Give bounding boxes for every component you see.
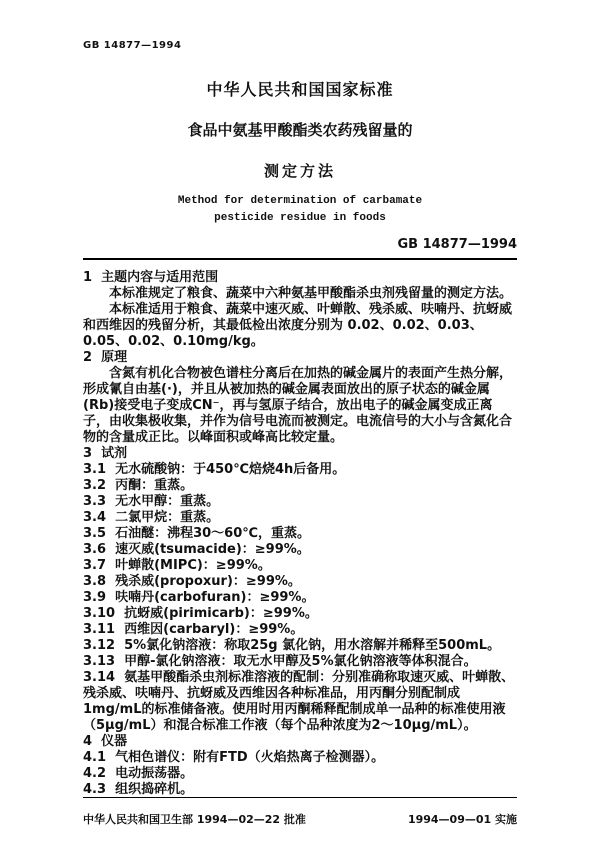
section-heading: 2 原理 [83,350,128,365]
english-title-line2: pesticide residue in foods [214,212,386,224]
english-title-line1: Method for determination of carbamate [177,195,423,207]
body-paragraph: 本标准适用于粮食、蔬菜中速灭威、叶蝉散、残杀威、呋喃丹、抗蚜威和西维因的残留分析，其最低检出浓度分别为 0.02、0.02、0.03、0.05、0.02、0.10mg/kg。 [83,302,513,349]
standard-subject-line1: 食品中氨基甲酸酯类农药残留量的 [187,121,413,139]
clause-item: 3.7 叶蝉散(MIPC)：≥99%。 [83,558,271,573]
title-divider-rule [83,258,517,260]
clause-item: 3.1 无水硫酸钠：于450℃焙烧4h后备用。 [83,462,346,477]
body-paragraph: 含氮有机化合物被色谱柱分离后在加热的碱金属片的表面产生热分解，形成氰自由基(·)，并且从被加热的碱金属表面放出的原子状态的碱金属(Rb)接受电子变成CN⁻，再与氢原子结合，放出电子的碱金属变成正离子，由收集极收集，并作为信号电流而被测定。电流信号的大小与含氮化合物的含量成正比。以峰面积或峰高比较定量。 [83,366,513,445]
header-doc-number: GB 14877—1994 [83,40,182,51]
clause-item: 3.2 丙酮：重蒸。 [83,478,194,493]
section-heading: 4 仪器 [83,734,128,749]
clause-item: 3.6 速灭威(tsumacide)：≥99%。 [83,542,310,557]
footer-approval: 中华人民共和国卫生部 1994—02—22 批准 [83,813,306,826]
national-standard-title: 中华人民共和国国家标准 [206,80,394,99]
section-heading: 3 试剂 [83,446,128,461]
document-body [83,270,517,798]
clause-item: 4.1 气相色谱仪：附有FTD（火焰热离子检测器）。 [83,750,385,765]
clause-item: 3.4 二氯甲烷：重蒸。 [83,510,220,525]
clause-item: 3.14 氨基甲酸酯杀虫剂标准溶液的配制：分别准确称取速灭威、叶蝉散、残杀威、呋喃丹、抗蚜威及西维因各种标准品，用丙酮分别配制成1mg/mL的标准储备液。使用时用丙酮稀释配制成单一品种的标准使用液（5μg/mL）和混合标准工作液（每个品种浓度为2～10μg/mL）。 [83,670,515,733]
standard-subject-line2: 测定方法 [263,162,336,180]
clause-item: 3.9 呋喃丹(carbofuran)：≥99%。 [83,590,315,605]
clause-item: 4.3 组织捣碎机。 [83,782,194,797]
clause-item: 3.8 残杀威(propoxur)：≥99%。 [83,574,301,589]
clause-item: 3.13 甲醇-氯化钠溶液：取无水甲醇及5%氯化钠溶液等体积混合。 [83,654,477,669]
footer [83,797,517,827]
clause-item: 4.2 电动振荡器。 [83,766,194,781]
standard-number: GB 14877—1994 [397,237,517,252]
clause-item: 3.5 石油醚：沸程30～60℃，重蒸。 [83,526,311,541]
clause-item: 3.10 抗蚜威(pirimicarb)：≥99%。 [83,606,318,621]
document-content [83,0,517,798]
clause-item: 3.3 无水甲醇：重蒸。 [83,494,220,509]
body-paragraph: 本标准规定了粮食、蔬菜中六种氨基甲酸酯杀虫剂残留量的测定方法。 [109,286,513,301]
footer-implementation: 1994—09—01 实施 [407,813,517,826]
section-heading: 1 主题内容与适用范围 [83,270,219,285]
clause-item: 3.12 5%氯化钠溶液：称取25g 氯化钠，用水溶解并稀释至500mL。 [83,638,501,653]
clause-item: 3.11 西维因(carbaryl)：≥99%。 [83,622,304,637]
